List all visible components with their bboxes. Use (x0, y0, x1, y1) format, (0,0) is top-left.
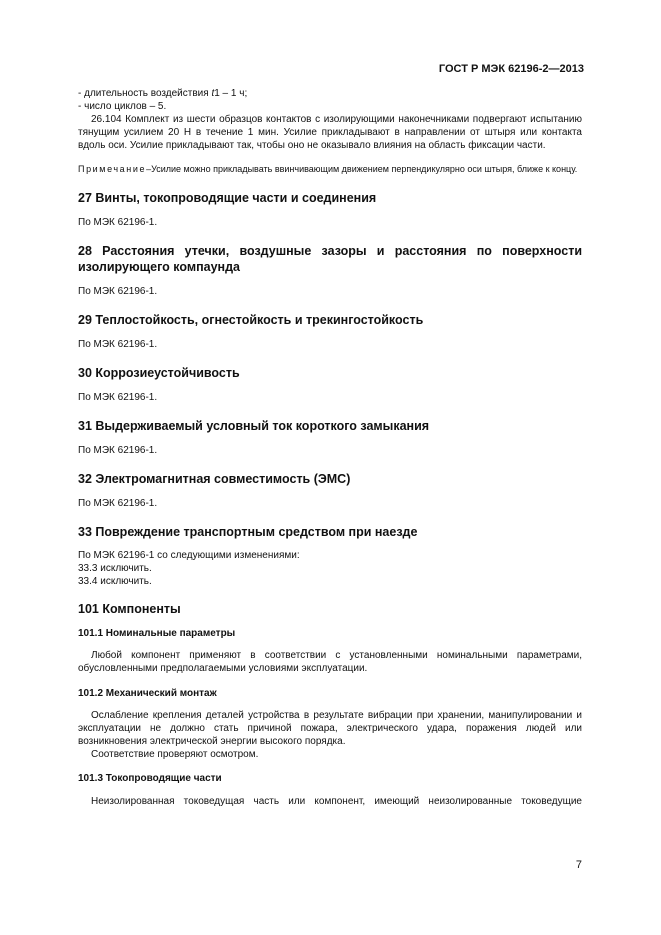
subsection-101-2-text: Ослабление крепления деталей устройства в результате вибрации при хранении, манипулировании и эксплуатации не должно стать причиной пожара, электрического удара, поражения людей или возникновения электрической энергии высокого порядка. (78, 710, 582, 747)
document-body (78, 87, 582, 808)
list-item-text: - длительность воздействия (78, 88, 212, 99)
subsection-101-1-text: Любой компонент применяют в соответствии с установленными номинальными параметрами, обусловленными предполагаемыми условиями эксплуатации. (78, 650, 582, 674)
section-28-text: По МЭК 62196-1. (78, 286, 158, 297)
variable-t: t (211, 88, 215, 99)
subsection-101-3-text: Неизолированная токоведущая часть или компонент, имеющий неизолированные токоведущие (91, 796, 582, 807)
section-31-title: 31 Выдерживаемый условный ток короткого замыкания (78, 419, 430, 433)
note (78, 163, 582, 175)
section-29-text: По МЭК 62196-1. (78, 339, 158, 350)
paragraph-26-104: 26.104 Комплект из шести образцов контактов с изолирующими наконечниками подвергают испытанию тянущим усилием 20 Н в течение 1 мин. Усилие прикладывают в направлении от штыря или контакта вдоль оси. Усилие прикладывают так, чтобы оно не оказывало влияния на область фиксации части. (78, 114, 582, 151)
subsection-101-1-title: 101.1 Номинальные параметры (78, 628, 236, 639)
list-item: - число циклов – 5. (78, 101, 167, 112)
list-item (78, 87, 582, 100)
section-30-text: По МЭК 62196-1. (78, 392, 158, 403)
page-number: 7 (575, 859, 582, 871)
section-33-line: 33.4 исключить. (78, 576, 152, 587)
section-33-line: 33.3 исключить. (78, 563, 152, 574)
subsection-101-3-title: 101.3 Токопроводящие части (78, 773, 222, 784)
section-31-text: По МЭК 62196-1. (78, 445, 158, 456)
document-header: ГОСТ Р МЭК 62196-2—2013 (438, 63, 584, 75)
section-29-title: 29 Теплостойкость, огнестойкость и трекингостойкость (78, 313, 424, 327)
note-label: Примечание (78, 164, 147, 174)
section-33-text: По МЭК 62196-1 со следующими изменениями: (78, 550, 300, 561)
subsection-101-2-title: 101.2 Механический монтаж (78, 688, 217, 699)
list-item-text: 1 – 1 ч; (214, 88, 248, 99)
section-28-title: 28 Расстояния утечки, воздушные зазоры и расстояния по поверхности изолирующего компаунда (78, 244, 582, 274)
section-32-text: По МЭК 62196-1. (78, 498, 158, 509)
section-27-title: 27 Винты, токопроводящие части и соединения (78, 191, 377, 205)
section-30-title: 30 Коррозиеустойчивость (78, 366, 240, 380)
section-101-title: 101 Компоненты (78, 602, 181, 616)
subsection-101-2-text2: Соответствие проверяют осмотром. (91, 749, 259, 760)
section-32-title: 32 Электромагнитная совместимость (ЭМС) (78, 472, 351, 486)
section-27-text: По МЭК 62196-1. (78, 217, 158, 228)
note-text: –Усилие можно прикладывать ввинчивающим движением перпендикулярно оси штыря, ближе к концу. (146, 164, 578, 174)
section-33-title: 33 Повреждение транспортным средством при наезде (78, 525, 418, 539)
